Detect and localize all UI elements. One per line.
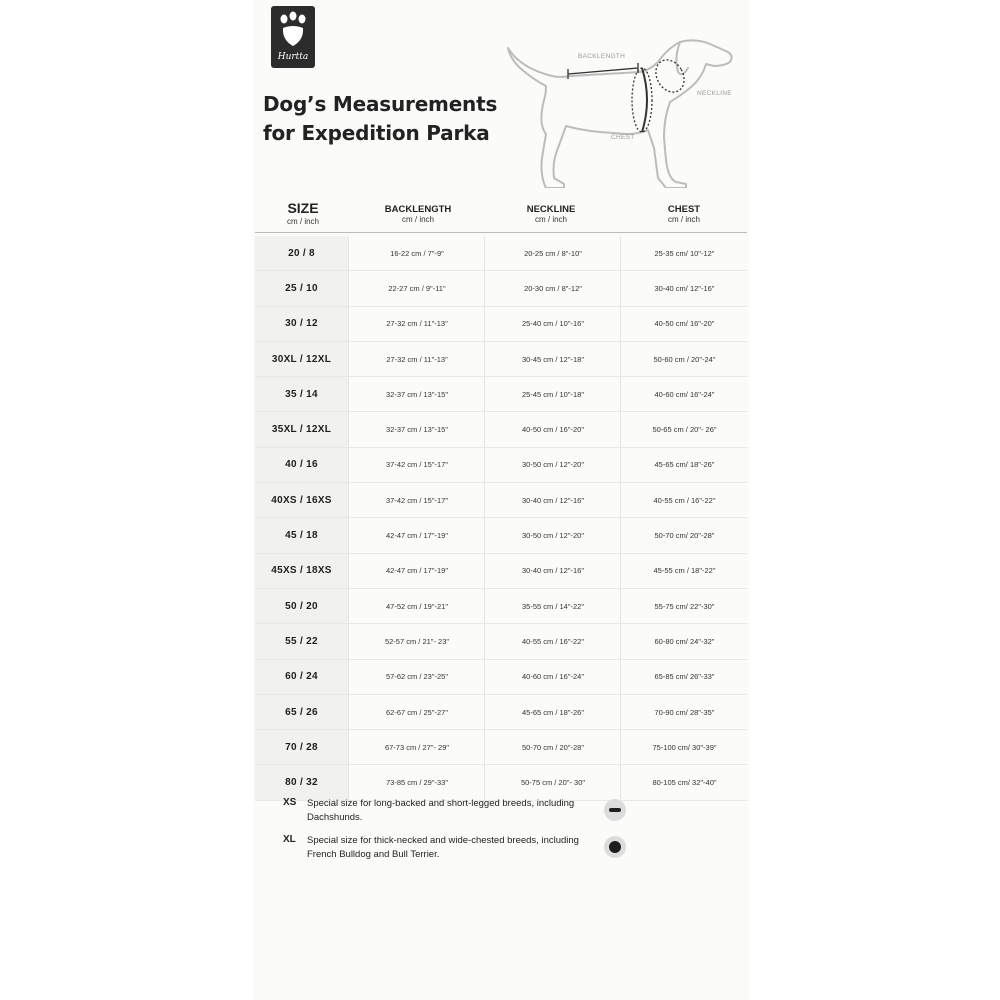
- chest-cell: 40-50 cm/ 16"-20": [620, 307, 748, 341]
- backlength-cell: 16-22 cm / 7"-9": [348, 236, 485, 270]
- table-row: [255, 765, 747, 800]
- diagram-label-neckline: NECKLINE: [697, 90, 732, 97]
- header-backlength-unit: cm / inch: [401, 215, 434, 224]
- backlength-cell: 27-32 cm / 11"-13": [348, 342, 485, 376]
- diagram-label-backlength: BACKLENGTH: [578, 53, 626, 60]
- diagram-label-chest: CHEST: [611, 134, 635, 141]
- backlength-cell: 62-67 cm / 25"-27": [348, 695, 485, 729]
- backlength-cell: 22-27 cm / 9"-11": [348, 271, 485, 305]
- title-line-1: Dog’s Measurements: [263, 92, 498, 116]
- logo-wordmark: Hurtta: [277, 52, 309, 62]
- chest-cell: 40-60 cm/ 16"-24": [620, 377, 748, 411]
- chest-cell: 75-100 cm/ 30"-39": [620, 730, 748, 764]
- neckline-cell: 30-40 cm / 12"-16": [484, 554, 621, 588]
- table-row: [255, 730, 747, 765]
- table-row: [255, 483, 747, 518]
- table-row: [255, 448, 747, 483]
- header-size-label: SIZE: [287, 200, 319, 216]
- chest-cell: 25-35 cm/ 10"-12": [620, 236, 748, 270]
- chest-cell: 45-65 cm/ 18"-26": [620, 448, 748, 482]
- table-row: [255, 412, 747, 447]
- header-neckline-unit: cm / inch: [534, 215, 567, 224]
- chest-cell: 50-60 cm / 20"-24": [620, 342, 748, 376]
- table-row: [255, 554, 747, 589]
- chest-cell: 40-55 cm / 16"-22": [620, 483, 748, 517]
- header-size-unit: cm / inch: [286, 217, 319, 226]
- header-backlength-label: BACKLENGTH: [384, 204, 452, 215]
- backlength-cell: 67-73 cm / 27"- 29": [348, 730, 485, 764]
- size-table-body: [255, 236, 747, 801]
- backlength-cell: 42-47 cm / 17"-19": [348, 518, 485, 552]
- backlength-cell: 52-57 cm / 21"- 23": [348, 624, 485, 658]
- size-cell: 35XL / 12XL: [255, 412, 348, 446]
- size-cell: 45 / 18: [255, 518, 348, 552]
- backlength-cell: 73-85 cm / 29"-33": [348, 765, 485, 799]
- dot-icon: [604, 836, 626, 858]
- chest-cell: 45-55 cm / 18"-22": [620, 554, 748, 588]
- neckline-cell: 20-30 cm / 8"-12": [484, 271, 621, 305]
- table-row: [255, 236, 747, 271]
- chest-cell: 50-70 cm/ 20"-28": [620, 518, 748, 552]
- table-row: [255, 624, 747, 659]
- chest-cell: 50-65 cm / 20"- 26": [620, 412, 748, 446]
- header-chest-unit: cm / inch: [667, 215, 700, 224]
- neckline-cell: 30-50 cm / 12"-20": [484, 448, 621, 482]
- header-size: [253, 200, 353, 226]
- size-cell: 70 / 28: [255, 730, 348, 764]
- neckline-cell: 20-25 cm / 8"-10": [484, 236, 621, 270]
- neckline-cell: 25-40 cm / 10"-16": [484, 307, 621, 341]
- neckline-cell: 40-60 cm / 16"-24": [484, 660, 621, 694]
- title-line-2: for Expedition Parka: [263, 121, 490, 145]
- neckline-cell: 30-40 cm / 12"-16": [484, 483, 621, 517]
- neckline-cell: 30-50 cm / 12"-20": [484, 518, 621, 552]
- neckline-cell: 40-50 cm / 16"-20": [484, 412, 621, 446]
- backlength-cell: 32-37 cm / 13"-15": [348, 377, 485, 411]
- size-cell: 40 / 16: [255, 448, 348, 482]
- table-row: [255, 342, 747, 377]
- size-cell: 40XS / 16XS: [255, 483, 348, 517]
- neckline-cell: 25-45 cm / 10"-18": [484, 377, 621, 411]
- size-cell: 45XS / 18XS: [255, 554, 348, 588]
- neckline-cell: 45-65 cm / 18"-26": [484, 695, 621, 729]
- note-code: XS: [283, 797, 297, 808]
- table-row: [255, 307, 747, 342]
- size-cell: 80 / 32: [255, 765, 348, 799]
- chest-cell: 70-90 cm/ 28"-35": [620, 695, 748, 729]
- backlength-cell: 32-37 cm / 13"-15": [348, 412, 485, 446]
- table-row: [255, 660, 747, 695]
- page-title: [263, 90, 497, 148]
- chest-cell: 30-40 cm/ 12"-16": [620, 271, 748, 305]
- size-cell: 30XL / 12XL: [255, 342, 348, 376]
- header-chest: [619, 204, 749, 224]
- backlength-cell: 47-52 cm / 19"-21": [348, 589, 485, 623]
- dog-measurement-illustration: [500, 38, 740, 188]
- chest-cell: 55-75 cm/ 22"-30": [620, 589, 748, 623]
- neckline-cell: 50-70 cm / 20"-28": [484, 730, 621, 764]
- neckline-cell: 40-55 cm / 16"-22": [484, 624, 621, 658]
- size-cell: 50 / 20: [255, 589, 348, 623]
- header-backlength: [353, 204, 483, 224]
- table-row: [255, 589, 747, 624]
- backlength-cell: 37-42 cm / 15"-17": [348, 448, 485, 482]
- neckline-cell: 50-75 cm / 20"- 30": [484, 765, 621, 799]
- brand-logo: [271, 6, 315, 68]
- table-header: [253, 198, 749, 232]
- size-cell: 35 / 14: [255, 377, 348, 411]
- backlength-cell: 57-62 cm / 23"-25": [348, 660, 485, 694]
- size-cell: 25 / 10: [255, 271, 348, 305]
- backlength-cell: 27-32 cm / 11"-13": [348, 307, 485, 341]
- table-row: [255, 377, 747, 412]
- size-cell: 60 / 24: [255, 660, 348, 694]
- chest-cell: 60-80 cm/ 24"-32": [620, 624, 748, 658]
- header-chest-label: CHEST: [667, 204, 701, 215]
- backlength-cell: 42-47 cm / 17"-19": [348, 554, 485, 588]
- dash-icon: [604, 799, 626, 821]
- size-cell: 30 / 12: [255, 307, 348, 341]
- header-neckline-label: NECKLINE: [526, 204, 576, 215]
- table-row: [255, 518, 747, 553]
- size-cell: 55 / 22: [255, 624, 348, 658]
- note-code: XL: [283, 834, 296, 845]
- note-text: Special size for long-backed and short-legged breeds, including Dachshunds.: [307, 798, 575, 823]
- table-row: [255, 271, 747, 306]
- chest-cell: 65-85 cm/ 26"-33": [620, 660, 748, 694]
- backlength-cell: 37-42 cm / 15"-17": [348, 483, 485, 517]
- size-cell: 20 / 8: [255, 236, 348, 270]
- size-cell: 65 / 26: [255, 695, 348, 729]
- neckline-cell: 35-55 cm / 14"-22": [484, 589, 621, 623]
- note-text: Special size for thick-necked and wide-chested breeds, including French Bulldog and Bull Terrier.: [307, 835, 579, 860]
- header-divider: [255, 232, 747, 233]
- header-neckline: [483, 204, 619, 224]
- neckline-cell: 30-45 cm / 12"-18": [484, 342, 621, 376]
- chest-cell: 80-105 cm/ 32"-40": [620, 765, 748, 799]
- table-row: [255, 695, 747, 730]
